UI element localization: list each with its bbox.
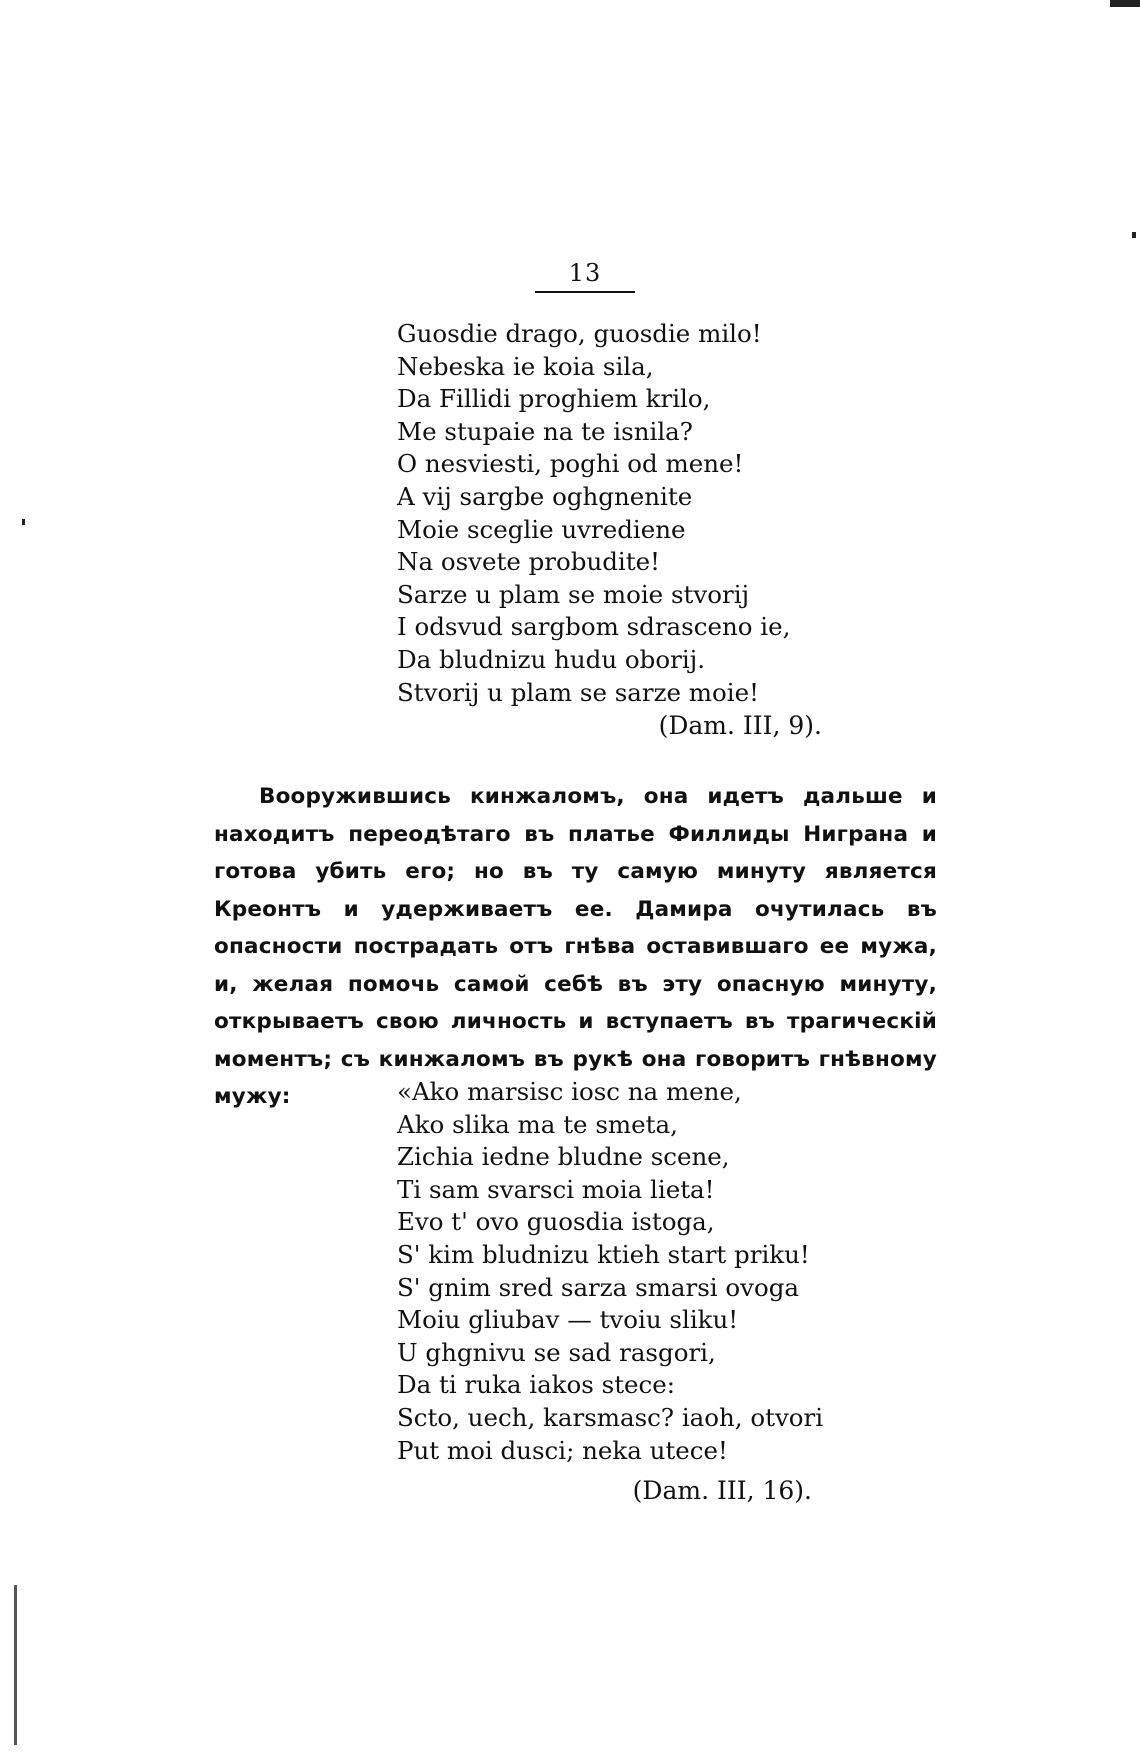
page-number-rule <box>535 291 635 293</box>
verse-block-1 <box>397 318 790 709</box>
verse-line: Nebeska ie koia sila, <box>397 351 654 381</box>
verse-line: Stvorij u plam se sarze moie! <box>397 677 759 707</box>
verse-block-2 <box>397 1076 823 1467</box>
verse-line: Evo t' ovo guosdia istoga, <box>397 1207 715 1237</box>
citation-1: (Dam. III, 9). <box>658 711 822 740</box>
verse-line: Na osvete probudite! <box>397 547 660 577</box>
verse-line: Da Fillidi proghiem krilo, <box>397 384 711 414</box>
verse-line: Guosdie drago, guosdie milo! <box>397 319 762 348</box>
verse-line: Put moi dusci; neka utece! <box>397 1435 728 1465</box>
scan-artifact <box>1110 0 1140 7</box>
verse-line: S' kim bludnizu ktieh start priku! <box>397 1239 810 1269</box>
verse-line: Ti sam svarsci moia lieta! <box>397 1174 715 1204</box>
verse-line: U ghgnivu se sad rasgori, <box>397 1337 716 1367</box>
verse-line: Da bludnizu hudu oborij. <box>397 644 706 674</box>
verse-line: S' gnim sred sarza smarsi ovoga <box>397 1272 800 1302</box>
verse-line: A vij sargbe oghgnenite <box>397 481 693 511</box>
verse-line: Scto, uech, karsmasc? iaoh, otvori <box>397 1402 824 1432</box>
verse-line: O nesviesti, poghi od mene! <box>397 449 744 479</box>
scan-artifact <box>1132 232 1136 238</box>
prose-paragraph: Вооружившись кинжаломъ, она идетъ дальше и находитъ переодѣтаго въ платье Филлиды Ниграна и готова убить его; но въ ту самую минуту является Креонтъ и удерживаетъ ее. Дамира очутилась въ опасности пострадать отъ гнѣва оставившаго ее мужа, и, желая помочь самой себѣ въ эту опасную минуту, открываетъ свою личность и вступаетъ въ трагическій моментъ; съ кинжаломъ въ рукѣ она говоритъ гнѣвному мужу: <box>214 784 937 1109</box>
verse-line: Moie sceglie uvrediene <box>397 514 686 544</box>
scan-artifact <box>22 519 25 525</box>
verse-line: Sarze u plam se moie stvorij <box>397 579 750 609</box>
verse-line: Me stupaie na te isnila? <box>397 416 693 446</box>
verse-line: I odsvud sargbom sdrasceno ie, <box>397 612 791 642</box>
citation-2: (Dam. III, 16). <box>632 1476 812 1505</box>
verse-line: Moiu gliubav — tvoiu sliku! <box>397 1305 739 1335</box>
verse-line: Zichia iedne bludne scene, <box>397 1142 730 1172</box>
verse-line: Ako slika ma te smeta, <box>397 1109 678 1139</box>
scan-artifact <box>14 1585 17 1745</box>
verse-line: Da ti ruka iakos stece: <box>397 1370 676 1400</box>
verse-line: «Ako marsisc iosc na mene, <box>397 1077 742 1106</box>
page-number: 13 <box>568 259 602 287</box>
